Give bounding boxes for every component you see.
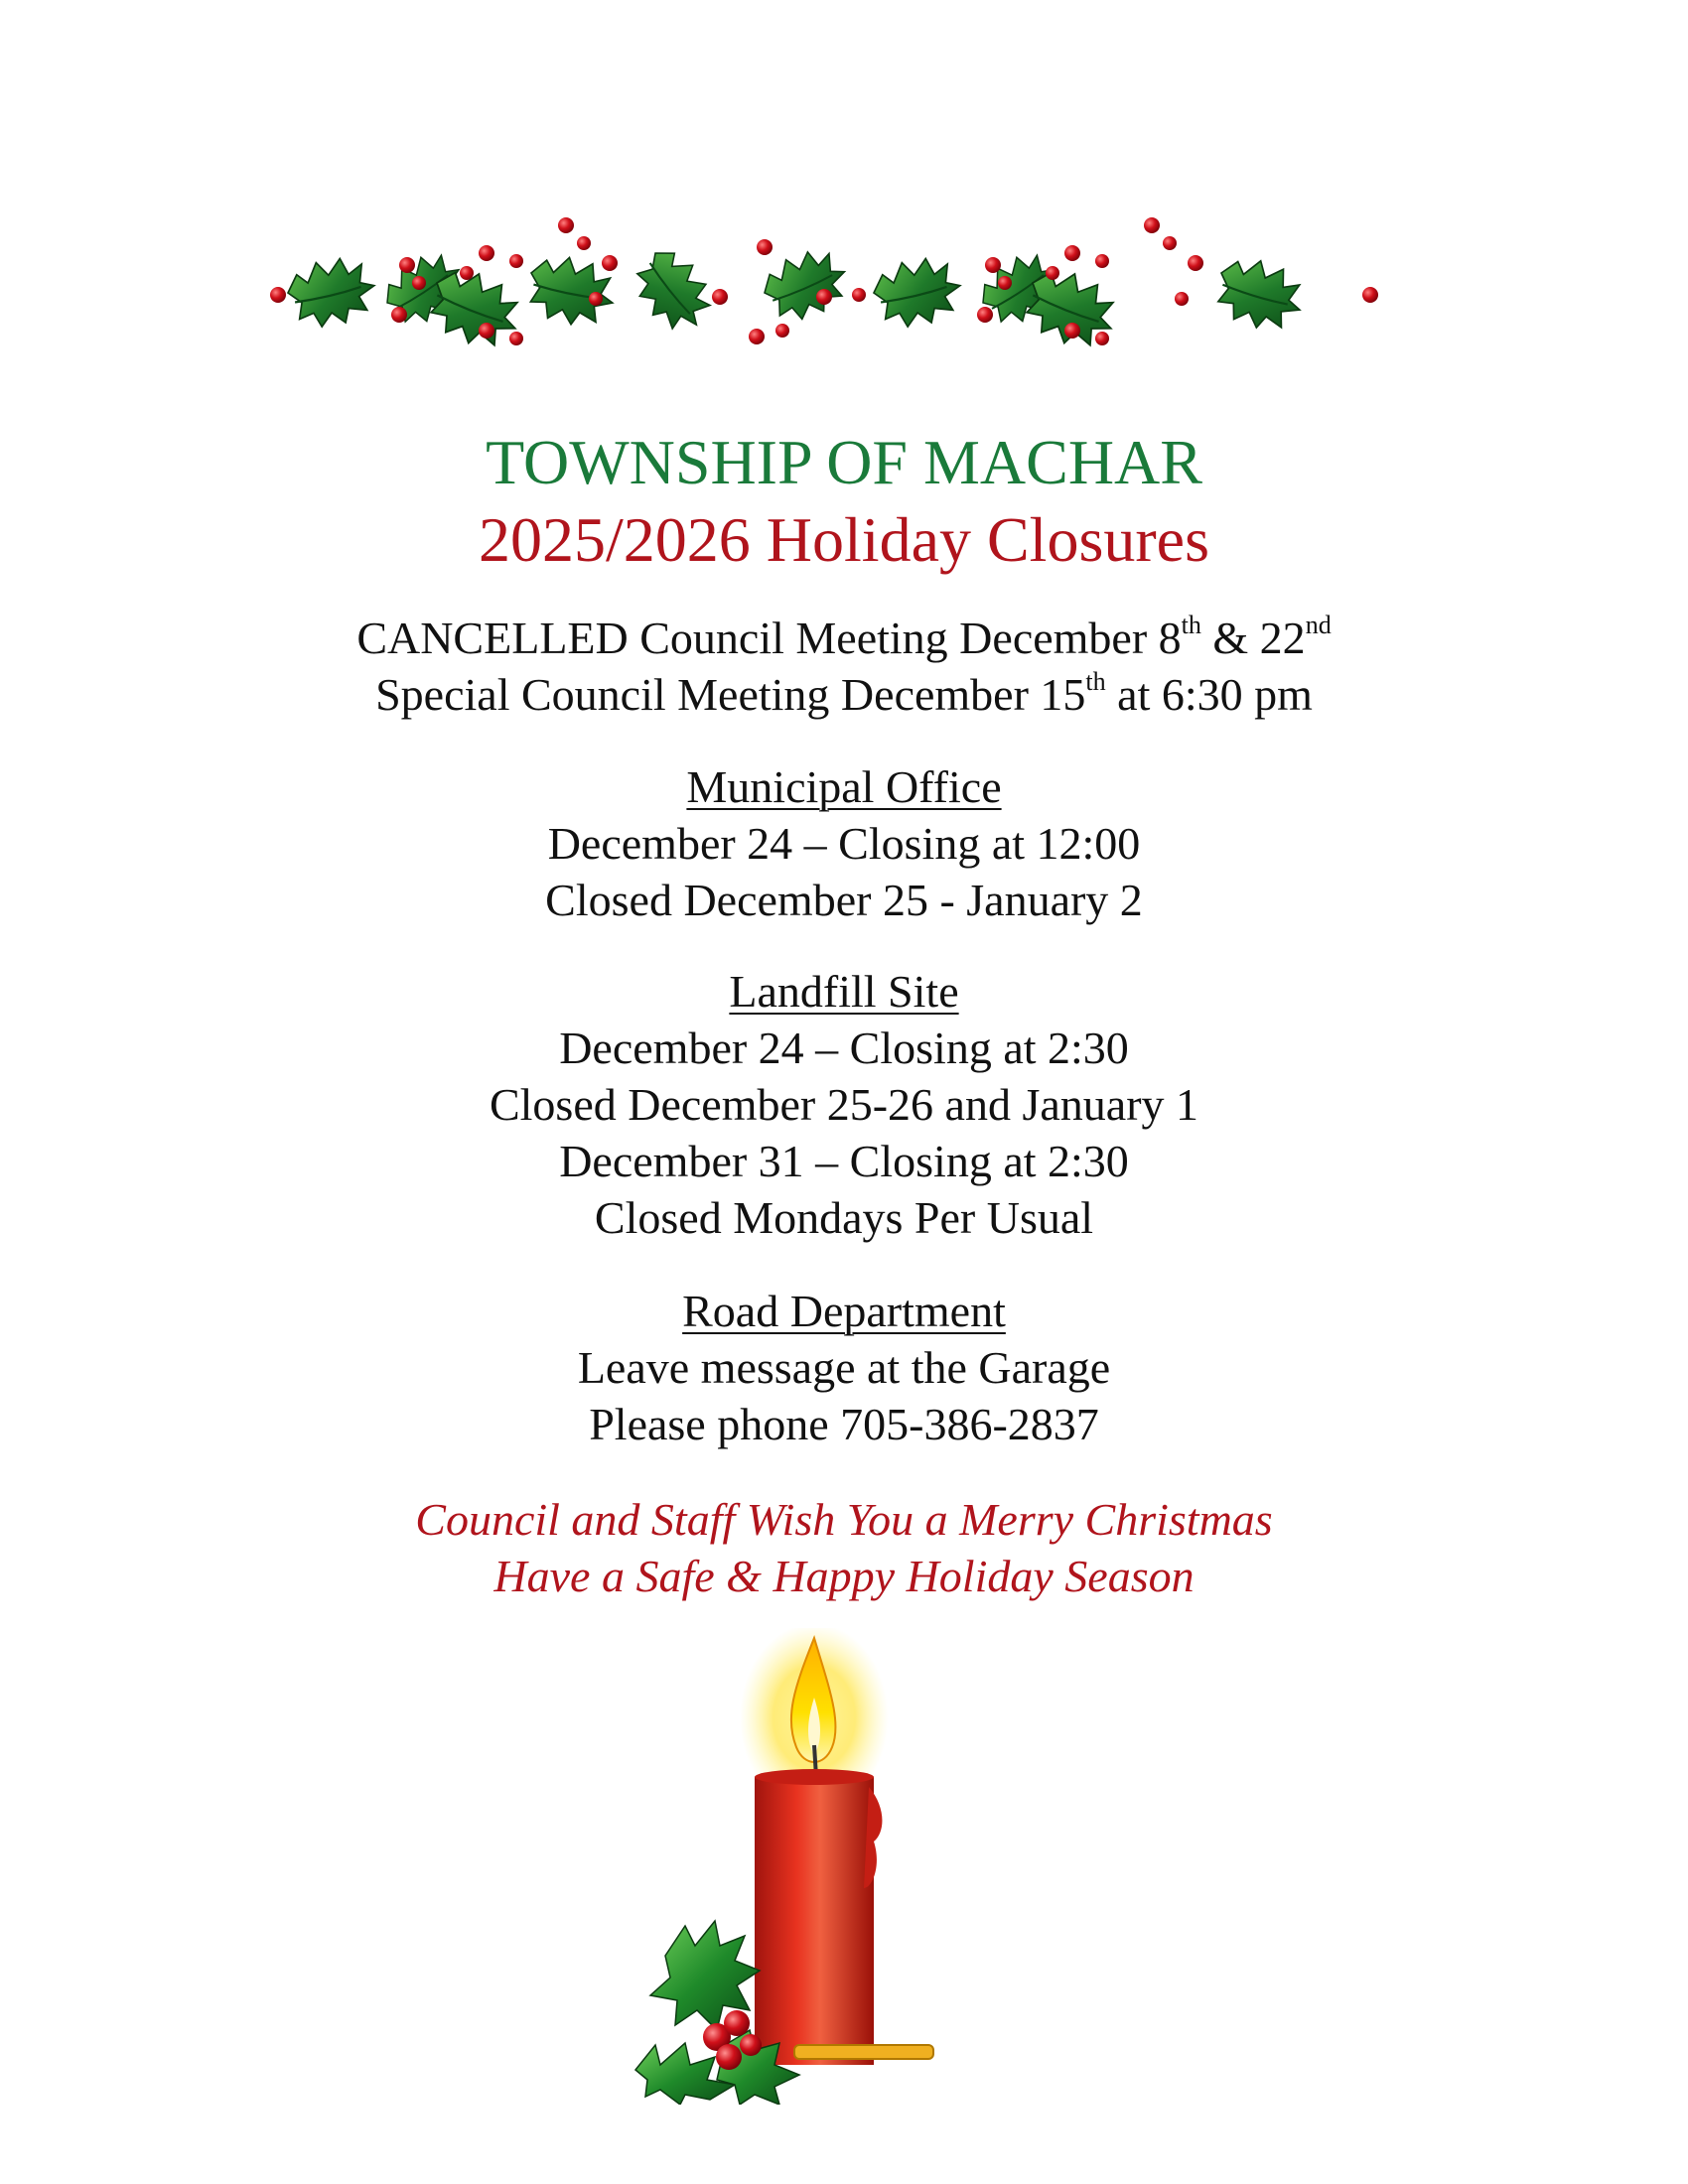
road-department-line-2: Please phone 705-386-2837 [589, 1399, 1099, 1449]
page-title: TOWNSHIP OF MACHAR [486, 427, 1202, 497]
special-meeting-time: at 6:30 pm [1105, 669, 1313, 720]
cancelled-meeting-text-2: & 22 [1200, 613, 1306, 663]
municipal-office-section [0, 758, 1688, 928]
holiday-wishes [0, 1491, 1688, 1604]
section-heading-road-department: Road Department [682, 1286, 1006, 1336]
landfill-line-2: Closed December 25-26 and January 1 [489, 1079, 1199, 1130]
ordinal-suffix-3: th [1085, 666, 1106, 696]
holly-garland-icon [268, 213, 1390, 382]
road-department-section [0, 1283, 1688, 1452]
section-heading-municipal-office: Municipal Office [686, 761, 1002, 812]
meeting-notices [0, 610, 1688, 723]
landfill-line-3: December 31 – Closing at 2:30 [559, 1136, 1129, 1186]
wishes-line-2: Have a Safe & Happy Holiday Season [493, 1551, 1195, 1601]
special-meeting-text: Special Council Meeting December 15 [375, 669, 1086, 720]
wishes-line-1: Council and Staff Wish You a Merry Christmas [415, 1494, 1273, 1545]
municipal-office-line-1: December 24 – Closing at 12:00 [547, 818, 1141, 869]
ordinal-suffix-2: nd [1305, 610, 1332, 639]
landfill-line-4: Closed Mondays Per Usual [594, 1192, 1094, 1243]
ordinal-suffix: th [1181, 610, 1201, 639]
section-heading-landfill-site: Landfill Site [729, 966, 959, 1017]
landfill-line-1: December 24 – Closing at 2:30 [559, 1023, 1129, 1073]
cancelled-meeting-text: CANCELLED Council Meeting December 8 [356, 613, 1182, 663]
landfill-site-section [0, 963, 1688, 1246]
page-subtitle: 2025/2026 Holiday Closures [479, 504, 1209, 575]
municipal-office-line-2: Closed December 25 - January 2 [545, 875, 1143, 925]
candle-with-holly-icon [626, 1628, 943, 2105]
road-department-line-1: Leave message at the Garage [577, 1342, 1111, 1393]
special-meeting-line [0, 666, 1688, 723]
cancelled-meeting-line [0, 610, 1688, 666]
